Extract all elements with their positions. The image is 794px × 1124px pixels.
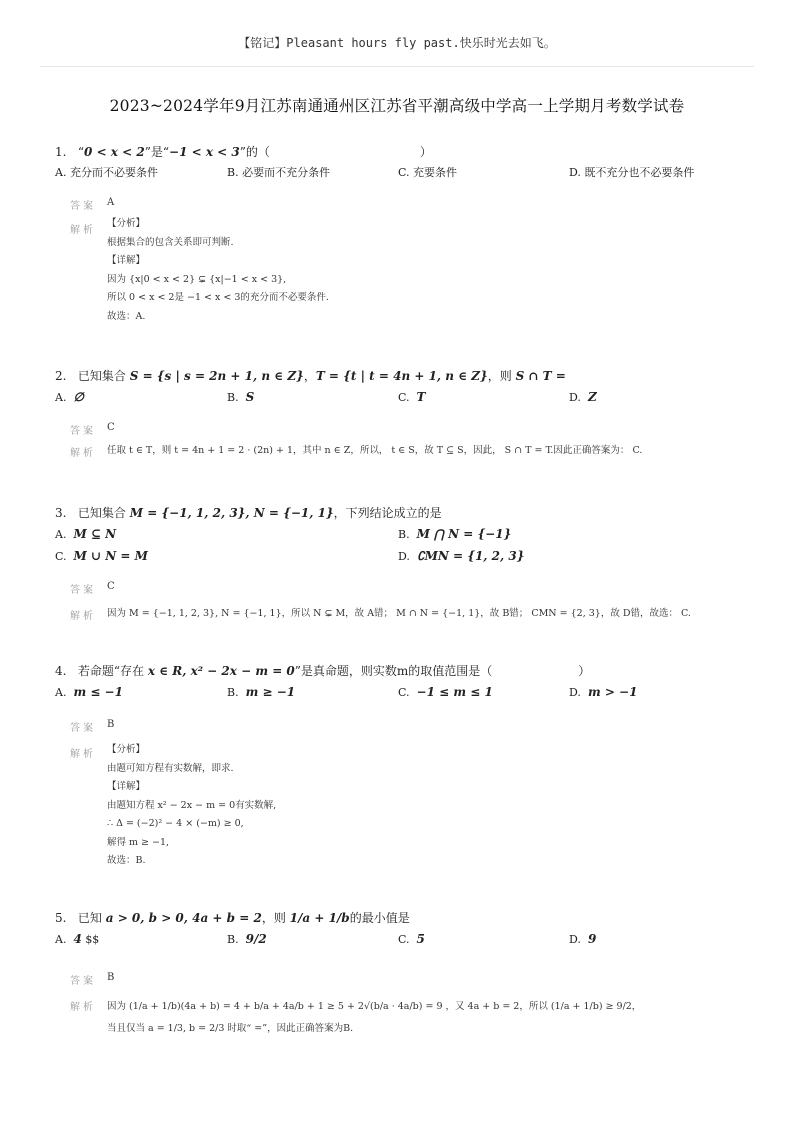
stem-math: M = {−1, 1, 2, 3}, N = {−1, 1} <box>129 506 334 520</box>
option-text: 9/2 <box>245 932 267 946</box>
question-number: 4. <box>55 664 67 678</box>
options <box>55 928 754 968</box>
option-c[interactable] <box>398 162 457 184</box>
question-stem <box>55 661 754 681</box>
option-extra: $$ <box>85 933 100 946</box>
analysis-block <box>55 218 754 341</box>
analysis-line: 【详解】 <box>107 781 146 792</box>
option-text: M ∪ N = M <box>73 549 148 563</box>
analysis-line: ∴ Δ = (−2)² − 4 × (−m) ≥ 0, <box>107 818 244 829</box>
analysis-line: 【分析】 <box>107 218 146 229</box>
answer-label: 答案 <box>70 426 96 437</box>
stem-text: ，则 <box>487 369 516 383</box>
stem-math: S = {s | s = 2n + 1, n ∈ Z} <box>129 369 304 383</box>
answer-value: A <box>107 197 115 208</box>
analysis-block <box>55 444 754 468</box>
analysis-block <box>55 745 754 881</box>
option-b[interactable] <box>227 928 267 951</box>
option-d[interactable] <box>398 545 524 568</box>
answer-row <box>55 719 754 739</box>
option-key: C. <box>398 933 410 946</box>
analysis-line: 因为 {x|0 < x < 2} ⊊ {x|−1 < x < 3}, <box>107 273 287 285</box>
option-text: m ≥ −1 <box>245 685 296 699</box>
option-key: C. <box>398 166 410 179</box>
analysis-label: 解析 <box>70 448 96 459</box>
question-stem <box>55 142 754 162</box>
option-text: 4 <box>73 932 82 946</box>
option-b[interactable] <box>227 681 295 704</box>
option-key: A. <box>55 391 67 404</box>
analysis-line: 当且仅当 a = 1/3, b = 2/3 时取“ =”，因此正确答案为B. <box>107 1023 354 1034</box>
stem-math: T = {t | t = 4n + 1, n ∈ Z} <box>315 369 488 383</box>
question-number: 2. <box>55 369 67 383</box>
stem-text: ，则 <box>261 911 290 925</box>
option-a[interactable] <box>55 928 99 951</box>
answer-label: 答案 <box>70 585 96 596</box>
option-key: C. <box>398 686 410 699</box>
option-text: M ⋂ N = {−1} <box>416 527 512 541</box>
option-text: M ⊆ N <box>73 527 117 541</box>
answer-row <box>55 972 754 992</box>
stem-text: ） <box>419 145 432 159</box>
stem-text: ，下列结论成立的是 <box>333 506 442 520</box>
stem-text: ， <box>303 369 316 383</box>
option-key: B. <box>227 166 239 179</box>
page-header-motto: 【铭记】Pleasant hours fly past.快乐时光去如飞。 <box>238 36 556 50</box>
question-number: 3. <box>55 506 67 520</box>
option-a[interactable] <box>55 681 123 704</box>
question-stem <box>55 366 754 386</box>
stem-text: ”是“ <box>144 145 170 159</box>
option-text: Z <box>587 390 597 404</box>
option-key: D. <box>398 550 410 563</box>
answer-row <box>55 197 754 217</box>
stem-text: 已知集合 <box>77 506 130 520</box>
answer-value: B <box>107 972 115 983</box>
option-text: ∁MN = {1, 2, 3} <box>416 549 525 563</box>
option-key: C. <box>55 550 67 563</box>
analysis-line: 所以 0 < x < 2是 −1 < x < 3的充分而不必要条件. <box>107 292 329 303</box>
option-key: D. <box>569 933 581 946</box>
option-key: A. <box>55 933 67 946</box>
option-d[interactable] <box>569 928 596 951</box>
stem-text: ） <box>578 664 591 678</box>
option-key: D. <box>569 686 581 699</box>
question-4 <box>55 661 754 881</box>
options <box>55 523 754 545</box>
option-text: ∅ <box>73 390 84 404</box>
question-number: 1. <box>55 145 67 159</box>
options <box>55 162 754 184</box>
stem-text: ”是真命题，则实数m的取值范围是（ <box>294 664 493 678</box>
option-text: 5 <box>416 932 425 946</box>
analysis-label: 解析 <box>70 1002 96 1013</box>
option-text: −1 ≤ m ≤ 1 <box>416 685 493 699</box>
analysis-line: 【分析】 <box>107 744 146 755</box>
header-divider <box>40 66 754 67</box>
stem-text: 的最小值是 <box>349 911 410 925</box>
question-2 <box>55 366 754 468</box>
option-key: D. <box>569 166 581 179</box>
option-key: B. <box>227 686 239 699</box>
analysis-line: 任取 t ∈ T，则 t = 4n + 1 = 2 · (2n) + 1，其中 n ∈ Z，所以， t ∈ S，故 T ⊆ S，因此， S ∩ T = T.因此正确答案为： C. <box>107 445 643 456</box>
options <box>55 545 754 567</box>
stem-math-fraction: 1/a + 1/b <box>289 911 350 925</box>
question-1 <box>55 142 754 341</box>
question-stem <box>55 503 754 523</box>
option-b[interactable] <box>227 162 330 184</box>
option-key: A. <box>55 686 67 699</box>
option-d[interactable] <box>569 681 637 704</box>
option-key: B. <box>398 528 410 541</box>
stem-math: x ∈ R, x² − 2x − m = 0 <box>147 664 295 678</box>
stem-math: 0 < x < 2 <box>84 145 145 159</box>
analysis-line: 因为 M = {−1, 1, 2, 3}, N = {−1, 1}，所以 N ⊊ M，故 A错； M ∩ N = {−1, 1}，故 B错； CMN = {2, 3}，故 D错，故选： C. <box>107 608 691 619</box>
analysis-line: 根据集合的包含关系即可判断. <box>107 236 234 248</box>
analysis-line: 由题知方程 x² − 2x − m = 0有实数解, <box>107 799 277 811</box>
analysis-line: 因为 (1/a + 1/b)(4a + b) = 4 + b/a + 4a/b + 1 ≥ 5 + 2√(b/a · 4a/b) = 9 ，又 4a + b = 2，所以 (1/a + 1/b) ≥ 9/2， <box>107 1001 642 1012</box>
stem-math: a > 0, b > 0, 4a + b = 2 <box>105 911 262 925</box>
stem-text: 已知集合 <box>77 369 130 383</box>
stem-text: “ <box>77 145 85 159</box>
option-text: T <box>416 390 426 404</box>
answer-row <box>55 581 754 601</box>
stem-text: ”的（ <box>239 145 270 159</box>
analysis-label: 解析 <box>70 611 96 622</box>
stem-text: 已知 <box>77 911 106 925</box>
option-a[interactable] <box>55 386 84 409</box>
option-key: A. <box>55 166 67 179</box>
option-key: C. <box>398 391 410 404</box>
answer-value: C <box>107 422 115 433</box>
option-key: B. <box>227 391 239 404</box>
stem-text: 若命题“存在 <box>77 664 148 678</box>
analysis-block <box>55 607 754 631</box>
question-stem <box>55 908 754 928</box>
answer-row <box>55 422 754 442</box>
analysis-line: 解得 m ≥ −1, <box>107 836 170 848</box>
option-b[interactable] <box>227 386 254 409</box>
option-c[interactable] <box>55 545 148 568</box>
options <box>55 386 754 408</box>
option-text: m ≤ −1 <box>73 685 123 699</box>
option-text: S <box>245 390 255 404</box>
option-c[interactable] <box>398 681 493 704</box>
analysis-label: 解析 <box>70 749 96 760</box>
answer-value: C <box>107 581 115 592</box>
question-5 <box>55 908 754 1048</box>
analysis-line: 由题可知方程有实数解，即求. <box>107 762 234 774</box>
option-key: B. <box>227 933 239 946</box>
option-text: 充要条件 <box>413 166 458 179</box>
answer-label: 答案 <box>70 723 96 734</box>
analysis-label: 解析 <box>70 225 96 236</box>
stem-math: S ∩ T = <box>515 369 566 383</box>
option-key: A. <box>55 528 67 541</box>
option-key: D. <box>569 391 581 404</box>
option-text: 9 <box>587 932 597 946</box>
answer-value: B <box>107 719 115 730</box>
answer-label: 答案 <box>70 976 96 987</box>
option-c[interactable] <box>398 928 425 951</box>
option-a[interactable] <box>55 523 116 546</box>
question-number: 5. <box>55 911 67 925</box>
analysis-line: 故选：B. <box>107 855 146 866</box>
option-text: 必要而不充分条件 <box>242 166 331 179</box>
option-text: 既不充分也不必要条件 <box>584 166 695 179</box>
exam-title: 2023~2024学年9月江苏南通通州区江苏省平潮高级中学高一上学期月考数学试卷 <box>109 97 685 115</box>
option-text: 充分而不必要条件 <box>69 166 158 179</box>
analysis-line: 【详解】 <box>107 255 146 266</box>
stem-math: −1 < x < 3 <box>169 145 240 159</box>
analysis-line: 故选：A. <box>107 310 146 322</box>
option-a[interactable] <box>55 162 158 184</box>
option-text: m > −1 <box>587 685 638 699</box>
options <box>55 681 754 703</box>
option-d[interactable] <box>569 386 597 409</box>
option-c[interactable] <box>398 386 425 409</box>
question-3 <box>55 503 754 631</box>
analysis-block <box>55 998 754 1048</box>
option-d[interactable] <box>569 162 694 184</box>
option-b[interactable] <box>398 523 511 546</box>
answer-label: 答案 <box>70 201 96 212</box>
